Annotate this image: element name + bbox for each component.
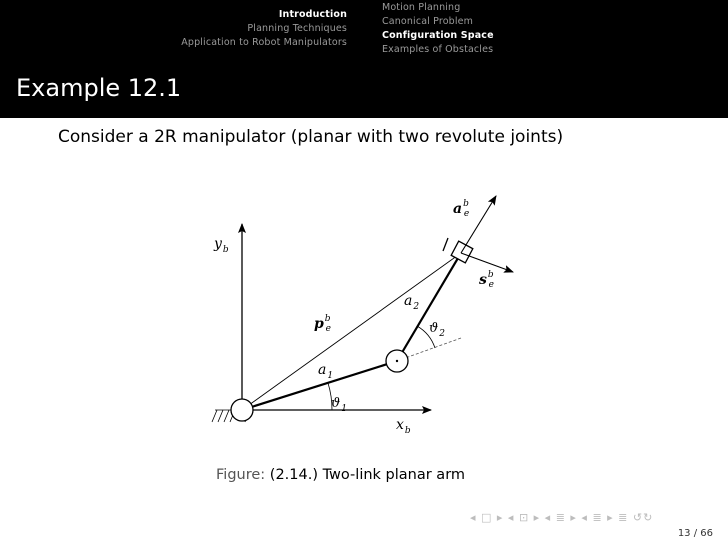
frame-title: Example 12.1	[16, 74, 182, 102]
label-pe: $p^b$ e	[314, 314, 331, 334]
page-number: 13 / 66	[677, 528, 713, 539]
nav-section-planning-techniques[interactable]: Planning Techniques	[247, 23, 347, 34]
base-joint	[231, 399, 253, 421]
subsection-nav	[370, 0, 720, 62]
nav-sub-motion-planning[interactable]: Motion Planning	[382, 2, 461, 13]
two-link-arm-figure	[195, 178, 525, 448]
frame-title-bar	[0, 62, 728, 118]
caption-label: Figure:	[216, 467, 266, 483]
label-xb: $x_b$	[396, 417, 411, 436]
label-a1: $a_1$	[318, 362, 334, 381]
section-nav	[0, 0, 361, 62]
label-ae: $a^b$ e	[453, 199, 470, 219]
nav-sub-canonical-problem[interactable]: Canonical Problem	[382, 16, 474, 27]
figure-caption	[216, 467, 465, 483]
nav-section-application[interactable]: Application to Robot Manipulators	[181, 37, 347, 48]
label-theta1: $ϑ_1$	[331, 396, 348, 414]
nav-sub-configuration-space[interactable]: Configuration Space	[382, 30, 494, 41]
nav-sub-examples-obstacles[interactable]: Examples of Obstacles	[382, 44, 494, 55]
label-se: $s^b$ e	[479, 270, 494, 290]
elbow-joint-dot	[396, 360, 398, 362]
header-bar	[0, 0, 728, 62]
label-a2: $a_2$	[404, 293, 420, 312]
label-theta2: $ϑ_2$	[429, 321, 446, 339]
nav-section-introduction[interactable]: Introduction	[278, 9, 347, 20]
caption-text: (2.14.) Two-link planar arm	[269, 467, 466, 483]
intro-text: Consider a 2R manipulator (planar with two revolute joints)	[58, 127, 564, 147]
beamer-nav-icons[interactable]: ◂ □ ▸ ◂ ⊡ ▸ ◂ ≣ ▸ ◂ ≣ ▸ ≣ ↺↻	[470, 511, 654, 524]
label-yb: $y_b$	[214, 236, 229, 255]
